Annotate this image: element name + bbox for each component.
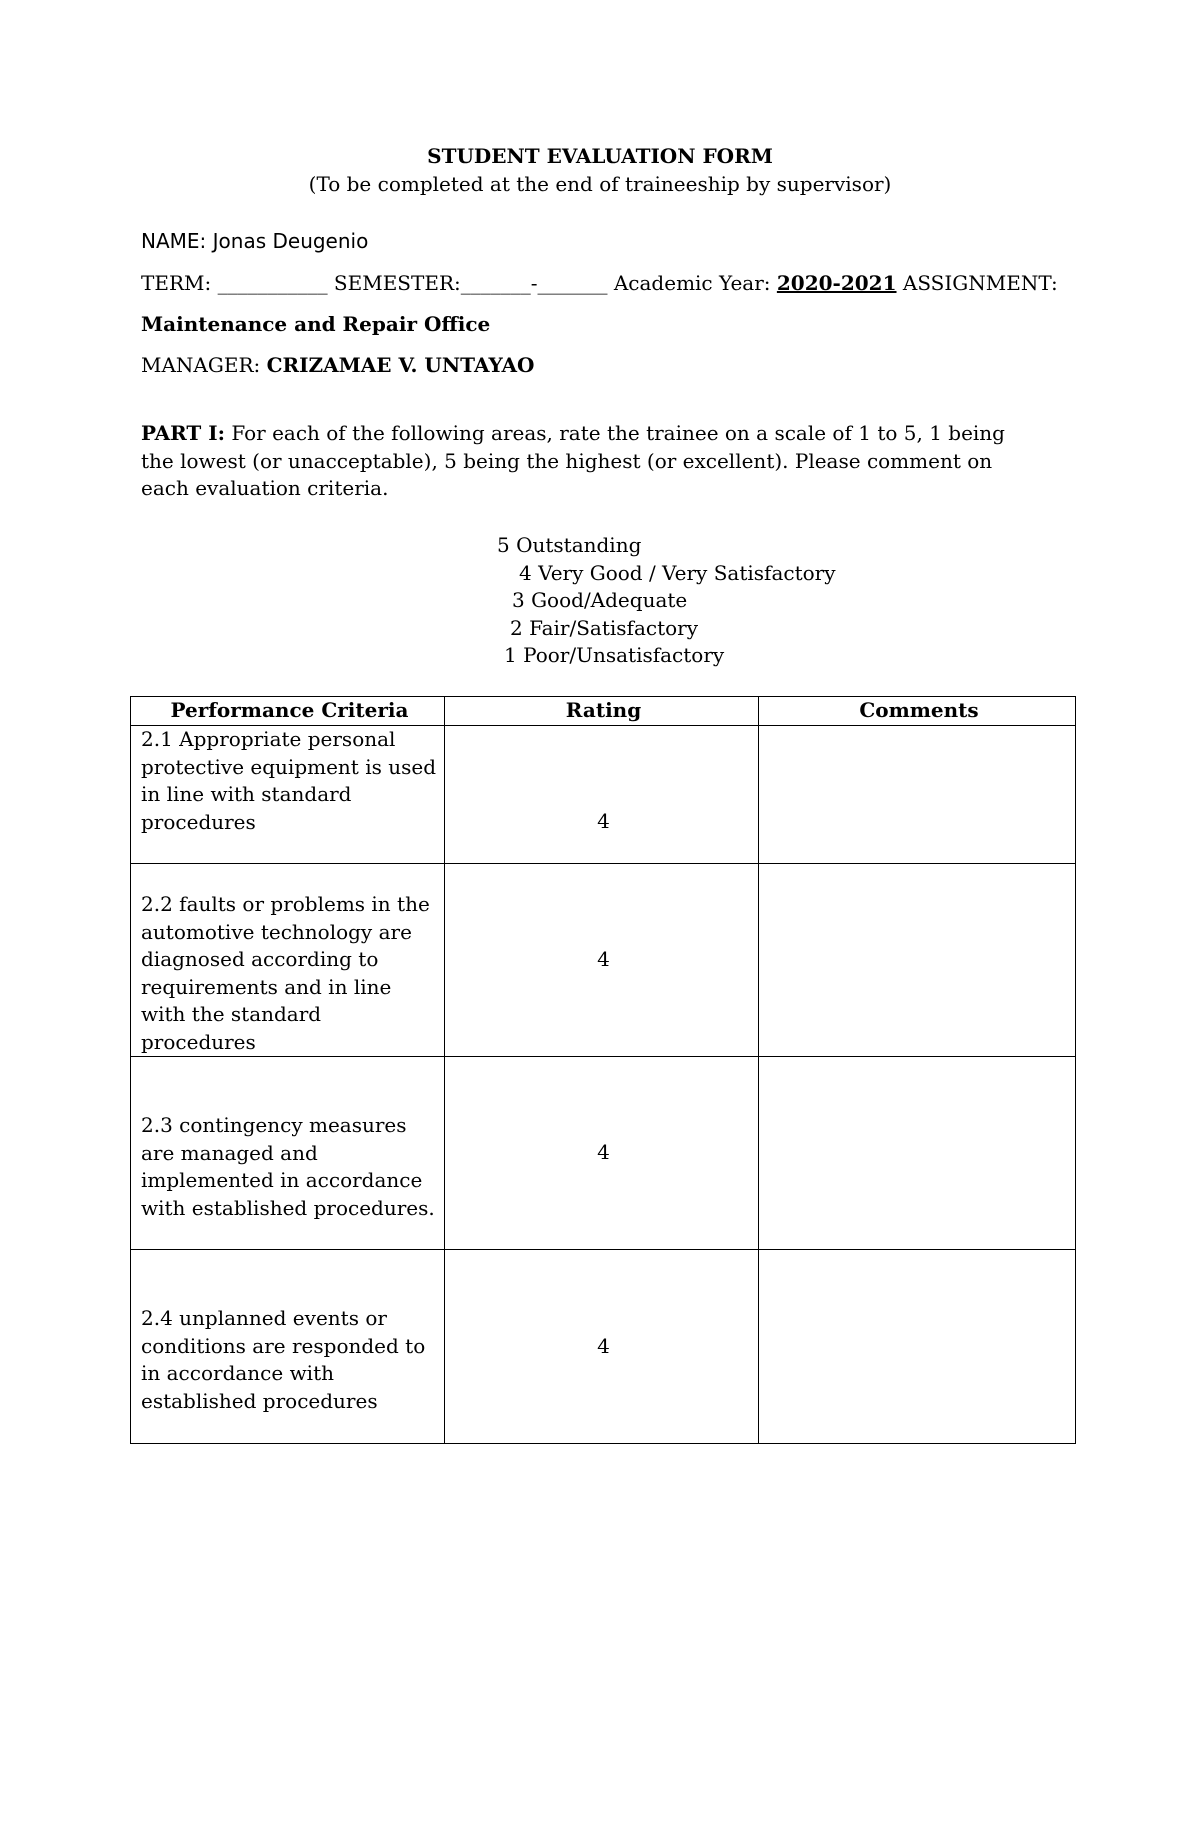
header-criteria: Performance Criteria: [131, 697, 445, 726]
term-line: [141, 270, 1058, 297]
term-semester-label: TERM: ___________ SEMESTER:_______-_______ Academic Year:: [141, 271, 777, 295]
comments-cell: [759, 864, 1076, 1057]
rating-cell: [445, 864, 759, 1057]
scale-item-3: 3 Good/Adequate: [512, 588, 688, 612]
assignment-label: ASSIGNMENT:: [896, 271, 1058, 295]
manager-value: CRIZAMAE V. UNTAYAO: [266, 353, 535, 377]
instructions-text: For each of the following areas, rate the trainee on a scale of 1 to 5, 1 being the lowest (or unacceptable), 5 being the highest (or excellent). Please comment on each evaluation criteria.: [141, 421, 1005, 500]
rating-value: 4: [597, 947, 610, 972]
criteria-text: 2.1 Appropriate personal protective equipment is used in line with standard procedures: [141, 727, 436, 834]
part-one-instructions: [141, 420, 1041, 503]
manager-line: [141, 352, 534, 379]
criteria-text: 2.4 unplanned events or conditions are responded to in accordance with established procedures: [141, 1306, 426, 1413]
criteria-cell: [131, 726, 445, 864]
form-title: STUDENT EVALUATION FORM: [427, 144, 773, 168]
comments-cell: [759, 1057, 1076, 1250]
rating-value: 4: [597, 1333, 610, 1358]
criteria-text: 2.3 contingency measures are managed and implemented in accordance with established procedures.: [141, 1113, 435, 1220]
name-value: Jonas Deugenio: [212, 229, 369, 253]
criteria-cell: [131, 864, 445, 1057]
table-row: [131, 864, 1076, 1057]
table-row: [131, 726, 1076, 864]
rating-cell: [445, 1250, 759, 1444]
comments-cell: [759, 726, 1076, 864]
scale-item-5: 5 Outstanding: [497, 533, 642, 557]
assignment-value: Maintenance and Repair Office: [141, 312, 491, 336]
academic-year-value: 2020-2021: [776, 271, 897, 295]
rating-value: 4: [597, 808, 610, 833]
header-rating: Rating: [445, 697, 759, 726]
table-row: [131, 1057, 1076, 1250]
rating-cell: [445, 726, 759, 864]
scale-item-2: 2 Fair/Satisfactory: [510, 616, 699, 640]
scale-item-4: 4 Very Good / Very Satisfactory: [519, 561, 836, 585]
name-label: NAME:: [141, 229, 207, 253]
criteria-text: 2.2 faults or problems in the automotive technology are diagnosed according to requirements and in line with the standard procedures: [141, 892, 430, 1054]
criteria-cell: [131, 1250, 445, 1444]
name-line: [141, 228, 368, 255]
scale-item-1: 1 Poor/Unsatisfactory: [504, 643, 725, 667]
rating-value: 4: [597, 1140, 610, 1165]
table-header-row: [131, 697, 1076, 726]
form-subtitle: (To be completed at the end of traineeship by supervisor): [308, 172, 892, 196]
part-label: PART I:: [141, 421, 225, 445]
criteria-cell: [131, 1057, 445, 1250]
comments-cell: [759, 1250, 1076, 1444]
performance-criteria-table: [130, 696, 1076, 1444]
manager-label: MANAGER:: [141, 353, 267, 377]
rating-cell: [445, 1057, 759, 1250]
table-row: [131, 1250, 1076, 1444]
header-comments: Comments: [759, 697, 1076, 726]
